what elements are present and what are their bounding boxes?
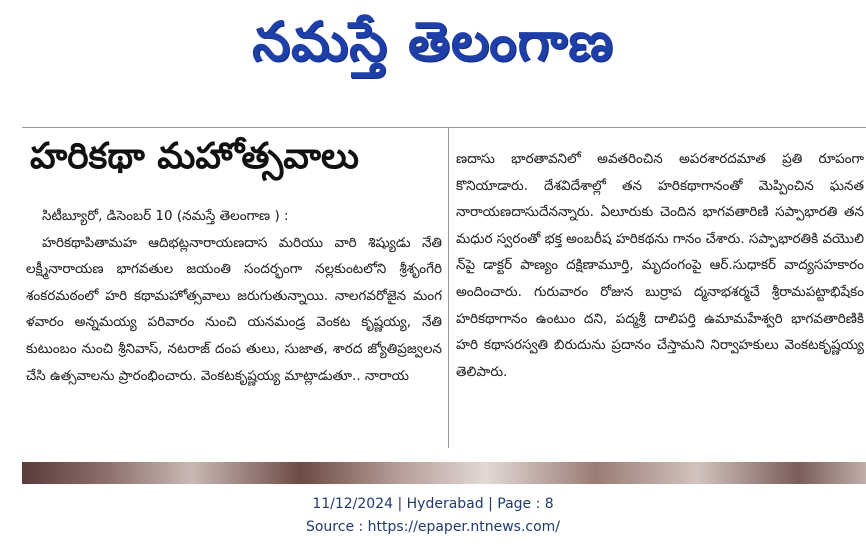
article-body-right: ణదాసు భారతావనిలో అవతరించిన అపరశారదమాత ప్రతి రూపంగా కొనియాడారు. దేశవిదేశాల్లో తన హరికథాగానంతో మెప్పించిన ఘనత నారాయణదాసుదేనన్నారు. ఏలూరుకు చెందిన భాగవతారిణి సప్పాభారతి తన మధుర స్వరంతో భక్త అంబరీష హరికథను గానం చేశారు. సప్పాభారతికి వయొలి న్‌పై డాక్టర్ పాణ్యం దక్షిణామూర్తి, మృదంగంపై ఆర్.సుధాకర్ వాద్యసహకారం అందించారు. గురువారం రోజున బుర్రాప ద్మనాభశర్మచే శ్రీరామపట్టాభిషేకం హరికథాగానం ఉంటుం దని, పద్మశ్రీ దాలిపర్తి ఉమామహేశ్వరి భాగవతారిణికి హరి కథాసరస్వతి బిరుదును ప్రదానం చేస్తామని నిర్వాహకులు వెంకటకృష్ణయ్య తెలిపారు. [456, 151, 864, 380]
clipped-text-left [40, 96, 270, 106]
masthead [0, 0, 866, 96]
clipped-text-right [540, 96, 790, 106]
top-rule [22, 127, 866, 128]
article-headline: హరికథా మహోత్సవాలు [30, 136, 359, 177]
newspaper-logo: నమస్తే తెలంగాణ [252, 9, 614, 73]
article-column-right [456, 146, 864, 385]
article-column-left [26, 203, 442, 389]
article-body-left: హరికథాపితామహ ఆదిభట్లనారాయణదాస మరియు వారి శిష్యుడు నేతి లక్ష్మీనారాయణ భాగవతుల జయంతి సందర్భంగా నల్లకుంటలోని శ్రీశృంగేరి శంకరమఠంలో హరి కథామహోత్సవాలు జరుగుతున్నాయి. నాలగవరోజైన మంగ ళవారం అన్నమయ్య పరివారం నుంచి యనమండ్ర వెంకట కృష్ణయ్య, నేతి కుటుంబం నుంచి శ్రీనివాస్, నటరాజ్ దంప తులు, సుజాత, శారద జ్యోతిప్రజ్వలన చేసి ఉత్సవాలను ప్రారంభించారు. వెంకటకృష్ణయ్య మాట్లాడుతూ.. నారాయ [26, 234, 442, 384]
column-divider [448, 128, 449, 448]
photo-strip [22, 462, 866, 484]
article-dateline: సిటీబ్యూరో, డిసెంబర్ 10 (నమస్తే తెలంగాణ ) : [42, 208, 289, 224]
footer-date-page: 11/12/2024 | Hyderabad | Page : 8 [312, 496, 554, 512]
footer-source: Source : https://epaper.ntnews.com/ [305, 519, 561, 535]
